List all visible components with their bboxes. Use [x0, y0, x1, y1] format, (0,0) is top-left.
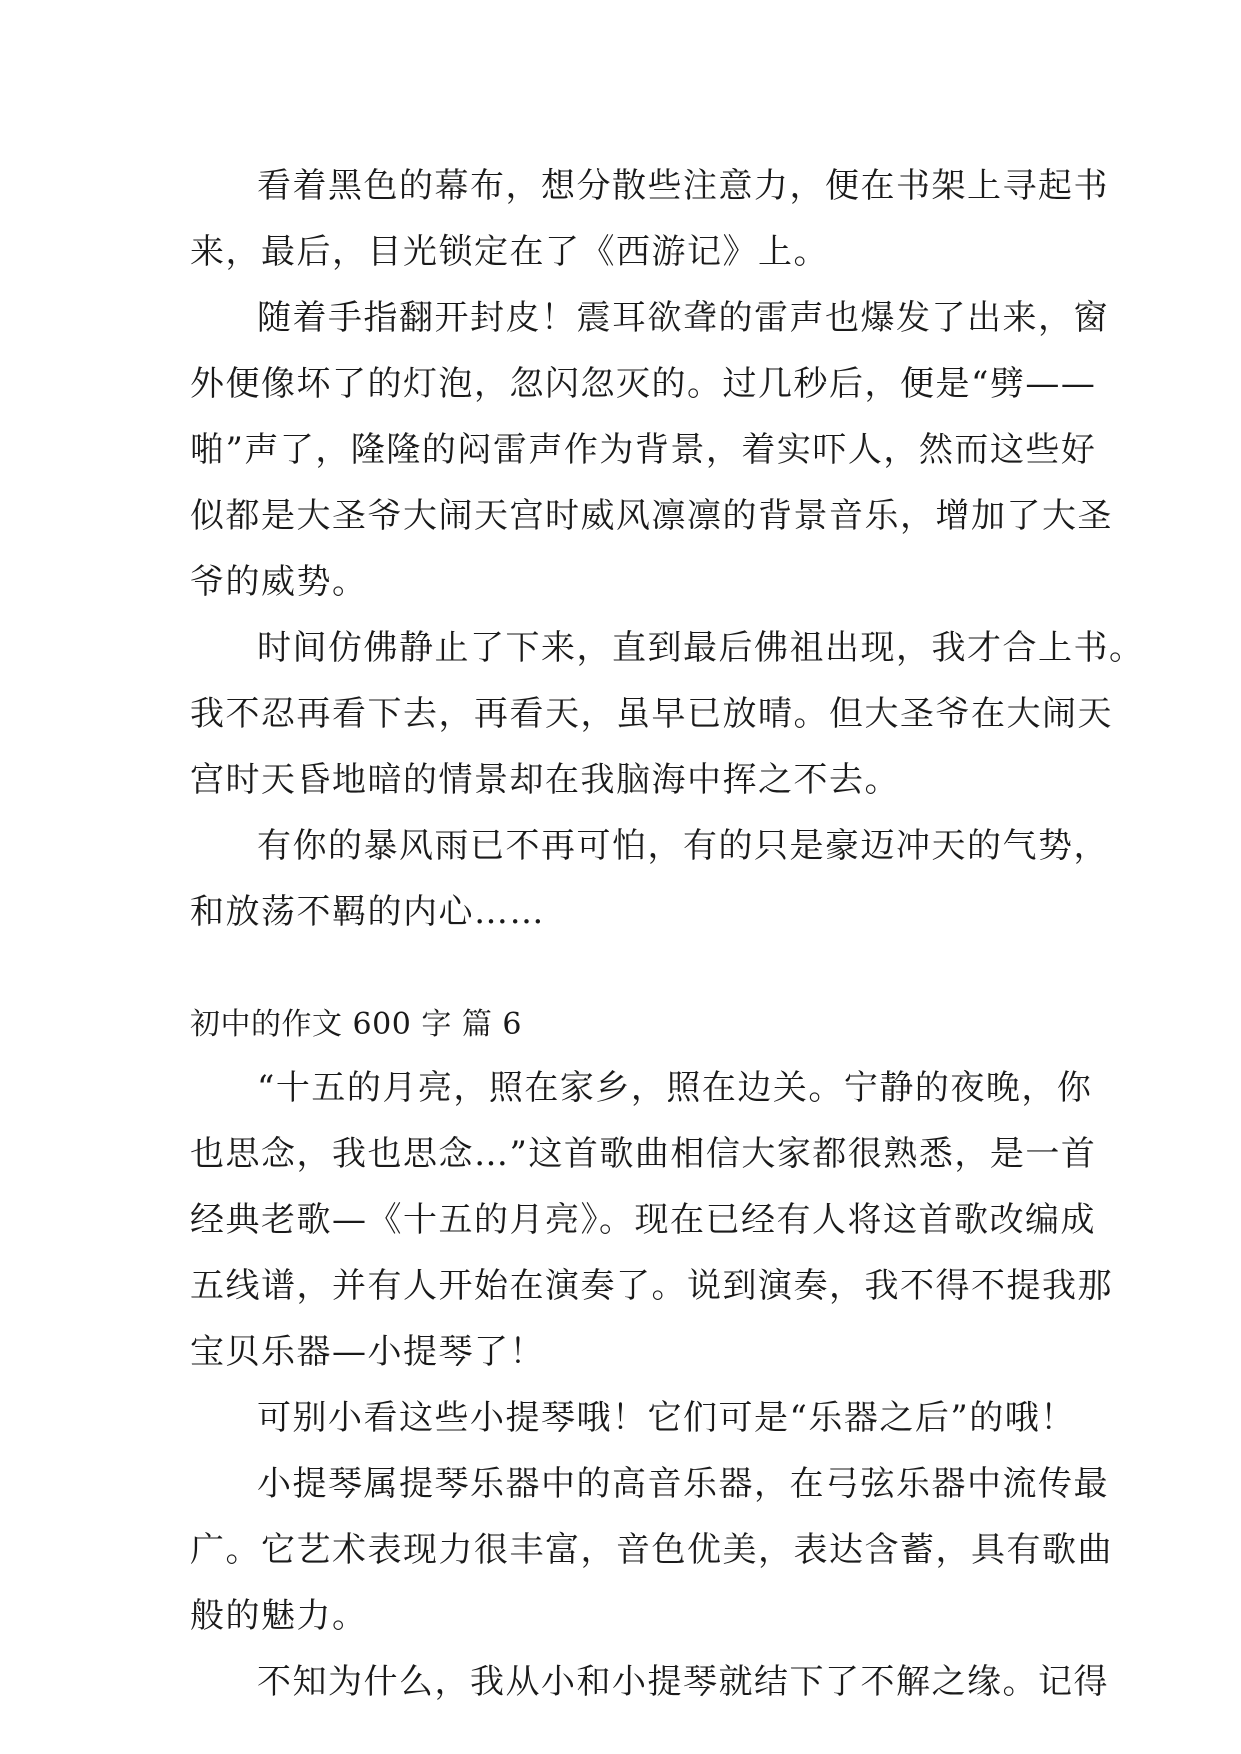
paragraph-line: 有你的暴风雨已不再可怕，有的只是豪迈冲天的气势，	[257, 826, 1109, 866]
paragraph-line: 时间仿佛静止了下来，直到最后佛祖出现，我才合上书。	[257, 628, 1145, 668]
paragraph-line: 也思念，我也思念…”这首歌曲相信大家都很熟悉，是一首	[190, 1134, 1097, 1174]
paragraph-line: 我不忍再看下去，再看天，虽早已放晴。但大圣爷在大闹天	[190, 694, 1113, 734]
paragraph-line: 来，最后，目光锁定在了《西游记》上。	[190, 232, 829, 272]
paragraph-line: 广。它艺术表现力很丰富，音色优美，表达含蓄，具有歌曲	[190, 1530, 1113, 1570]
paragraph-line: 经典老歌—《十五的月亮》。现在已经有人将这首歌改编成	[190, 1200, 1096, 1240]
paragraph-line: 宝贝乐器—小提琴了！	[190, 1332, 545, 1372]
paragraph-line: 般的魅力。	[190, 1596, 368, 1636]
paragraph-line: 五线谱，并有人开始在演奏了。说到演奏，我不得不提我那	[190, 1266, 1113, 1306]
paragraph-line: 外便像坏了的灯泡，忽闪忽灭的。过几秒后，便是“劈——	[190, 364, 1097, 404]
paragraph-line: 随着手指翻开封皮！震耳欲聋的雷声也爆发了出来，窗	[257, 298, 1109, 338]
paragraph-line: 看着黑色的幕布，想分散些注意力，便在书架上寻起书	[257, 166, 1109, 206]
paragraph-line: 不知为什么，我从小和小提琴就结下了不解之缘。记得	[257, 1662, 1109, 1702]
paragraph-line: 小提琴属提琴乐器中的高音乐器，在弓弦乐器中流传最	[257, 1464, 1109, 1504]
section-heading: 初中的作文 600 字 篇 6	[190, 1007, 522, 1042]
paragraph-line: 似都是大圣爷大闹天宫时威风凛凛的背景音乐，增加了大圣	[190, 496, 1113, 536]
paragraph-line: “十五的月亮，照在家乡，照在边关。宁静的夜晚，你	[257, 1068, 1093, 1108]
paragraph-line: 宫时天昏地暗的情景却在我脑海中挥之不去。	[190, 760, 900, 800]
paragraph-line: 爷的威势。	[190, 562, 368, 602]
paragraph-line: 可别小看这些小提琴哦！它们可是“乐器之后”的哦！	[257, 1398, 1076, 1438]
paragraph-line: 啪”声了，隆隆的闷雷声作为背景，着实吓人，然而这些好	[190, 430, 1097, 470]
paragraph-line: 和放荡不羁的内心……	[190, 892, 545, 932]
